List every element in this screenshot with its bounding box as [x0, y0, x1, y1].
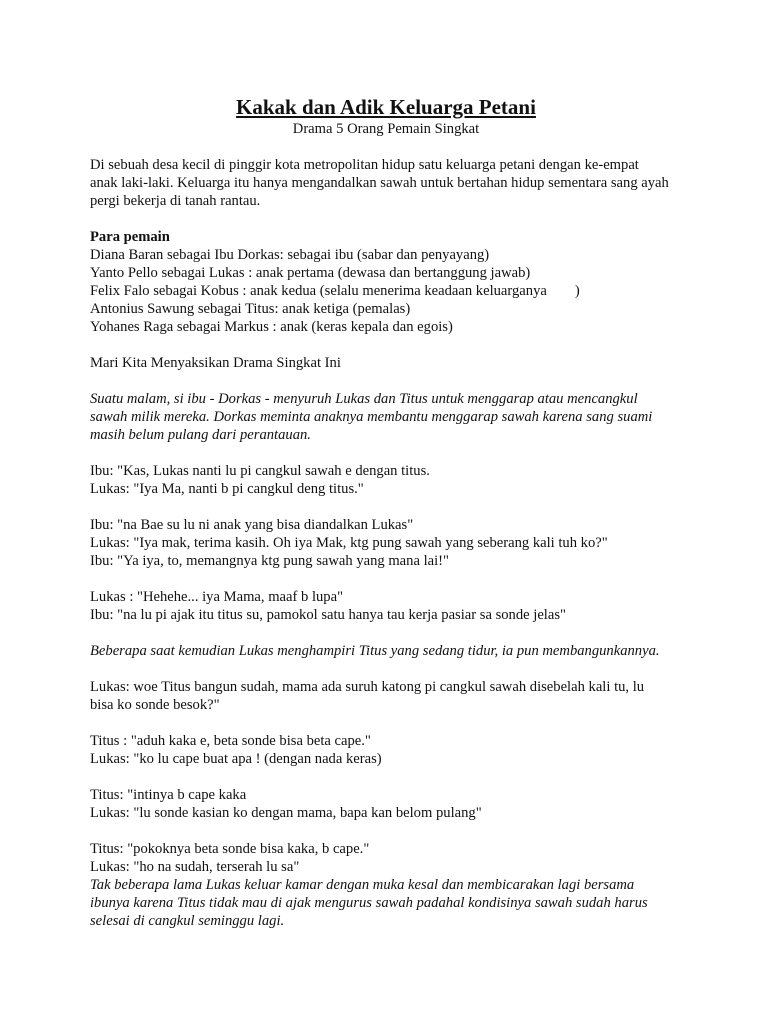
- cast-heading: Para pemain: [90, 229, 170, 245]
- dialog-line: Lukas: woe Titus bangun sudah, mama ada suruh katong pi cangkul sawah disebelah kali tu, lu: [90, 679, 645, 695]
- dialog-line: Titus : "aduh kaka e, beta sonde bisa beta cape.": [90, 733, 371, 749]
- dialog-line: Titus: "intinya b cape kaka: [90, 787, 247, 803]
- dialog-line: bisa ko sonde besok?": [90, 697, 220, 713]
- dialog-block: [90, 840, 682, 876]
- cast-item: Diana Baran sebagai Ibu Dorkas: sebagai ibu (sabar dan penyayang): [90, 247, 490, 263]
- dialog-line: Lukas: "Iya mak, terima kasih. Oh iya Mak, ktg pung sawah yang seberang kali tuh ko?": [90, 535, 608, 551]
- dialog-line: Ibu: "na lu pi ajak itu titus su, pamokol satu hanya tau kerja pasiar sa sonde jelas": [90, 607, 566, 623]
- dialog-line: Ibu: "na Bae su lu ni anak yang bisa diandalkan Lukas": [90, 517, 414, 533]
- cast-item: Felix Falo sebagai Kobus : anak kedua (selalu menerima keadaan keluarganya: [90, 283, 547, 299]
- intro-line: Di sebuah desa kecil di pinggir kota metropolitan hidup satu keluarga petani dengan ke-empat: [90, 157, 639, 173]
- dialog-line: Ibu: "Kas, Lukas nanti lu pi cangkul sawah e dengan titus.: [90, 463, 430, 479]
- narration-line: Tak beberapa lama Lukas keluar kamar dengan muka kesal dan membicarakan lagi bersama: [90, 877, 635, 893]
- narration-paragraph: [90, 390, 682, 444]
- cast-item: Yanto Pello sebagai Lukas : anak pertama (dewasa dan bertanggung jawab): [90, 265, 531, 281]
- intro-line: anak laki-laki. Keluarga itu hanya mengandalkan sawah untuk bertahan hidup sementara sang ayah: [90, 175, 669, 191]
- cast-section: [90, 228, 682, 336]
- invite-line: Mari Kita Menyaksikan Drama Singkat Ini: [90, 355, 341, 371]
- narration-paragraph: Beberapa saat kemudian Lukas menghampiri Titus yang sedang tidur, ia pun membangunkannya.: [90, 643, 660, 659]
- narration-paragraph: [90, 876, 682, 930]
- cast-item-kobus: [90, 282, 682, 300]
- cast-item: Yohanes Raga sebagai Markus : anak (keras kepala dan egois): [90, 319, 453, 335]
- dialog-line: Lukas: "Iya Ma, nanti b pi cangkul deng titus.": [90, 481, 364, 497]
- narration-line: sawah milik mereka. Dorkas meminta anaknya membantu menggarap sawah karena sang suami: [90, 409, 653, 425]
- narration-line: Suatu malam, si ibu - Dorkas - menyuruh Lukas dan Titus untuk menggarap atau mencangkul: [90, 391, 638, 407]
- dialog-line: Titus: "pokoknya beta sonde bisa kaka, b cape.": [90, 841, 370, 857]
- narration-line: selesai di cangkul seminggu lagi.: [90, 913, 285, 929]
- document-title: Kakak dan Adik Keluarga Petani: [236, 95, 536, 119]
- dialog-line: Ibu: "Ya iya, to, memangnya ktg pung sawah yang mana lai!": [90, 553, 449, 569]
- intro-paragraph: [90, 156, 682, 210]
- dialog-block: [90, 516, 682, 570]
- cast-item: Antonius Sawung sebagai Titus: anak ketiga (pemalas): [90, 301, 411, 317]
- dialog-block: [90, 678, 682, 714]
- dialog-line: Lukas: "lu sonde kasian ko dengan mama, bapa kan belom pulang": [90, 805, 482, 821]
- narration-line: masih belum pulang dari perantauan.: [90, 427, 311, 443]
- dialog-block: [90, 786, 682, 822]
- dialog-line: Lukas : "Hehehe... iya Mama, maaf b lupa": [90, 589, 344, 605]
- dialog-block: [90, 462, 682, 498]
- cast-close-paren: ): [574, 283, 580, 299]
- dialog-line: Lukas: "ko lu cape buat apa ! (dengan nada keras): [90, 751, 382, 767]
- dialog-line: Lukas: "ho na sudah, terserah lu sa": [90, 859, 300, 875]
- dialog-block: [90, 732, 682, 768]
- dialog-block: [90, 588, 682, 624]
- narration-line: ibunya karena Titus tidak mau di ajak mengurus sawah padahal kondisinya sawah sudah harus: [90, 895, 648, 911]
- intro-line: pergi bekerja di tanah rantau.: [90, 193, 261, 209]
- document-subtitle: Drama 5 Orang Pemain Singkat: [292, 121, 480, 137]
